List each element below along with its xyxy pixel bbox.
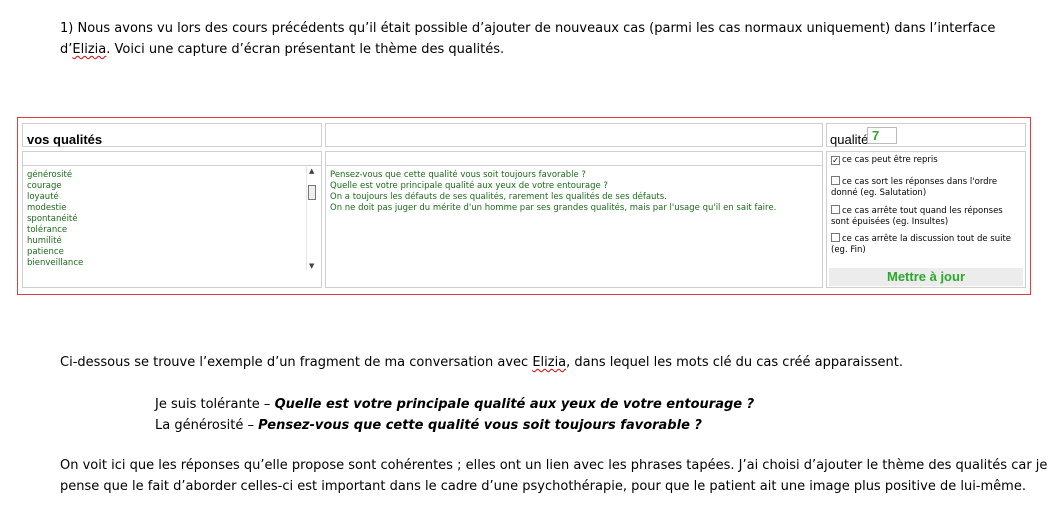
option-label-2: sont épuisées (eg. Insultes) xyxy=(831,217,949,227)
response-item[interactable]: On ne doit pas juger du mérite d'un homme par ses grandes qualités, mais par l'usage qu'il en sait faire. xyxy=(330,203,777,213)
keyword-item[interactable]: humilité xyxy=(27,236,62,246)
intro-line-1: 1) Nous avons vu lors des cours précédents qu’il était possible d’ajouter de nouveaux cas (parmi les cas normaux uniquement) dans l’interface xyxy=(60,21,996,36)
option-stop-exhausted xyxy=(831,205,1003,228)
keywords-scrollbar[interactable] xyxy=(306,167,317,270)
example-user-2: La générosité – xyxy=(155,418,259,433)
conversation-intro xyxy=(60,352,1050,373)
option-label: ce cas arrête la discussion tout de suite xyxy=(842,234,1012,244)
example-bot-2: Pensez-vous que cette qualité vous soit toujours favorable ? xyxy=(258,418,702,433)
intro-paragraph xyxy=(60,18,1050,60)
theme-title: vos qualités xyxy=(27,132,103,147)
quality-cell xyxy=(826,123,1026,147)
keywords-panel-header xyxy=(23,152,321,166)
option-label: ce cas sort les réponses dans l'ordre xyxy=(842,177,998,187)
option-label-2: donné (eg. Salutation) xyxy=(831,188,927,198)
theme-title-cell xyxy=(22,123,322,147)
conclusion-line-2: pense que le fait d’aborder celles-ci est important dans le cadre d’une psychothérapie, pour que le patient ait une image plus positive de lui-même. xyxy=(60,479,1026,494)
responses-panel-header xyxy=(326,152,822,166)
scroll-down-icon[interactable]: ▼ xyxy=(309,262,315,270)
keywords-panel xyxy=(22,151,322,288)
conclusion-paragraph xyxy=(60,455,1055,497)
keyword-item[interactable]: courage xyxy=(27,181,62,191)
elizia-name: Elizia xyxy=(72,42,107,57)
checkbox-ordered[interactable] xyxy=(831,176,840,185)
intro-line-2-rest: . Voici une capture d’écran présentant le thème des qualités. xyxy=(106,42,505,57)
keywords-list[interactable] xyxy=(27,170,83,269)
example-bot-1: Quelle est votre principale qualité aux yeux de votre entourage ? xyxy=(274,397,755,412)
conclusion-line-1: On voit ici que les réponses qu’elle propose sont cohérentes ; elles ont un lien avec les phrases tapées. J’ai choisi d’ajouter le thème des qualités car je xyxy=(60,458,1048,473)
checkbox-repeatable[interactable]: ✓ xyxy=(832,156,839,165)
response-item[interactable]: On a toujours les défauts de ses qualités, rarement les qualités de ses défauts. xyxy=(330,192,667,202)
keyword-item[interactable]: bienveillance xyxy=(27,258,84,268)
keyword-item[interactable]: patience xyxy=(27,247,64,257)
scroll-up-icon[interactable]: ▲ xyxy=(309,167,315,175)
keyword-item[interactable]: modestie xyxy=(27,203,67,213)
responses-panel xyxy=(325,151,823,288)
options-panel xyxy=(826,151,1026,288)
keyword-item[interactable]: loyauté xyxy=(27,192,59,202)
conversation-examples xyxy=(155,394,1035,436)
keyword-item[interactable]: tolérance xyxy=(27,225,68,235)
example-user-1: Je suis tolérante – xyxy=(155,397,275,412)
option-label-2: (eg. Fin) xyxy=(831,245,866,255)
option-ordered xyxy=(831,176,997,199)
keyword-item[interactable]: générosité xyxy=(27,170,73,180)
option-repeatable xyxy=(831,155,938,166)
keyword-item[interactable]: spontanéité xyxy=(27,214,78,224)
option-label: ce cas arrête tout quand les réponses xyxy=(842,206,1003,216)
para2-rest: , dans lequel les mots clé du cas créé apparaissent. xyxy=(566,355,904,370)
quality-label: qualité xyxy=(830,132,869,147)
interface-screenshot xyxy=(17,117,1031,295)
checkbox-stop-exhausted[interactable] xyxy=(831,205,840,214)
response-item[interactable]: Quelle est votre principale qualité aux yeux de votre entourage ? xyxy=(330,181,608,191)
update-button[interactable]: Mettre à jour xyxy=(829,268,1023,286)
header-empty-cell xyxy=(325,123,823,147)
option-label: ce cas peut être repris xyxy=(842,155,938,165)
elizia-name: Elizia xyxy=(532,355,567,370)
response-item[interactable]: Pensez-vous que cette qualité vous soit toujours favorable ? xyxy=(330,170,586,180)
option-stop-now xyxy=(831,233,1011,256)
para2-prefix: Ci-dessous se trouve l’exemple d’un fragment de ma conversation avec xyxy=(60,355,533,370)
scroll-thumb[interactable] xyxy=(308,185,316,200)
intro-line-2-prefix: d’ xyxy=(60,42,73,57)
checkbox-stop-now[interactable] xyxy=(831,233,840,242)
quality-value-input[interactable]: 7 xyxy=(867,127,897,144)
responses-list[interactable] xyxy=(330,170,776,214)
